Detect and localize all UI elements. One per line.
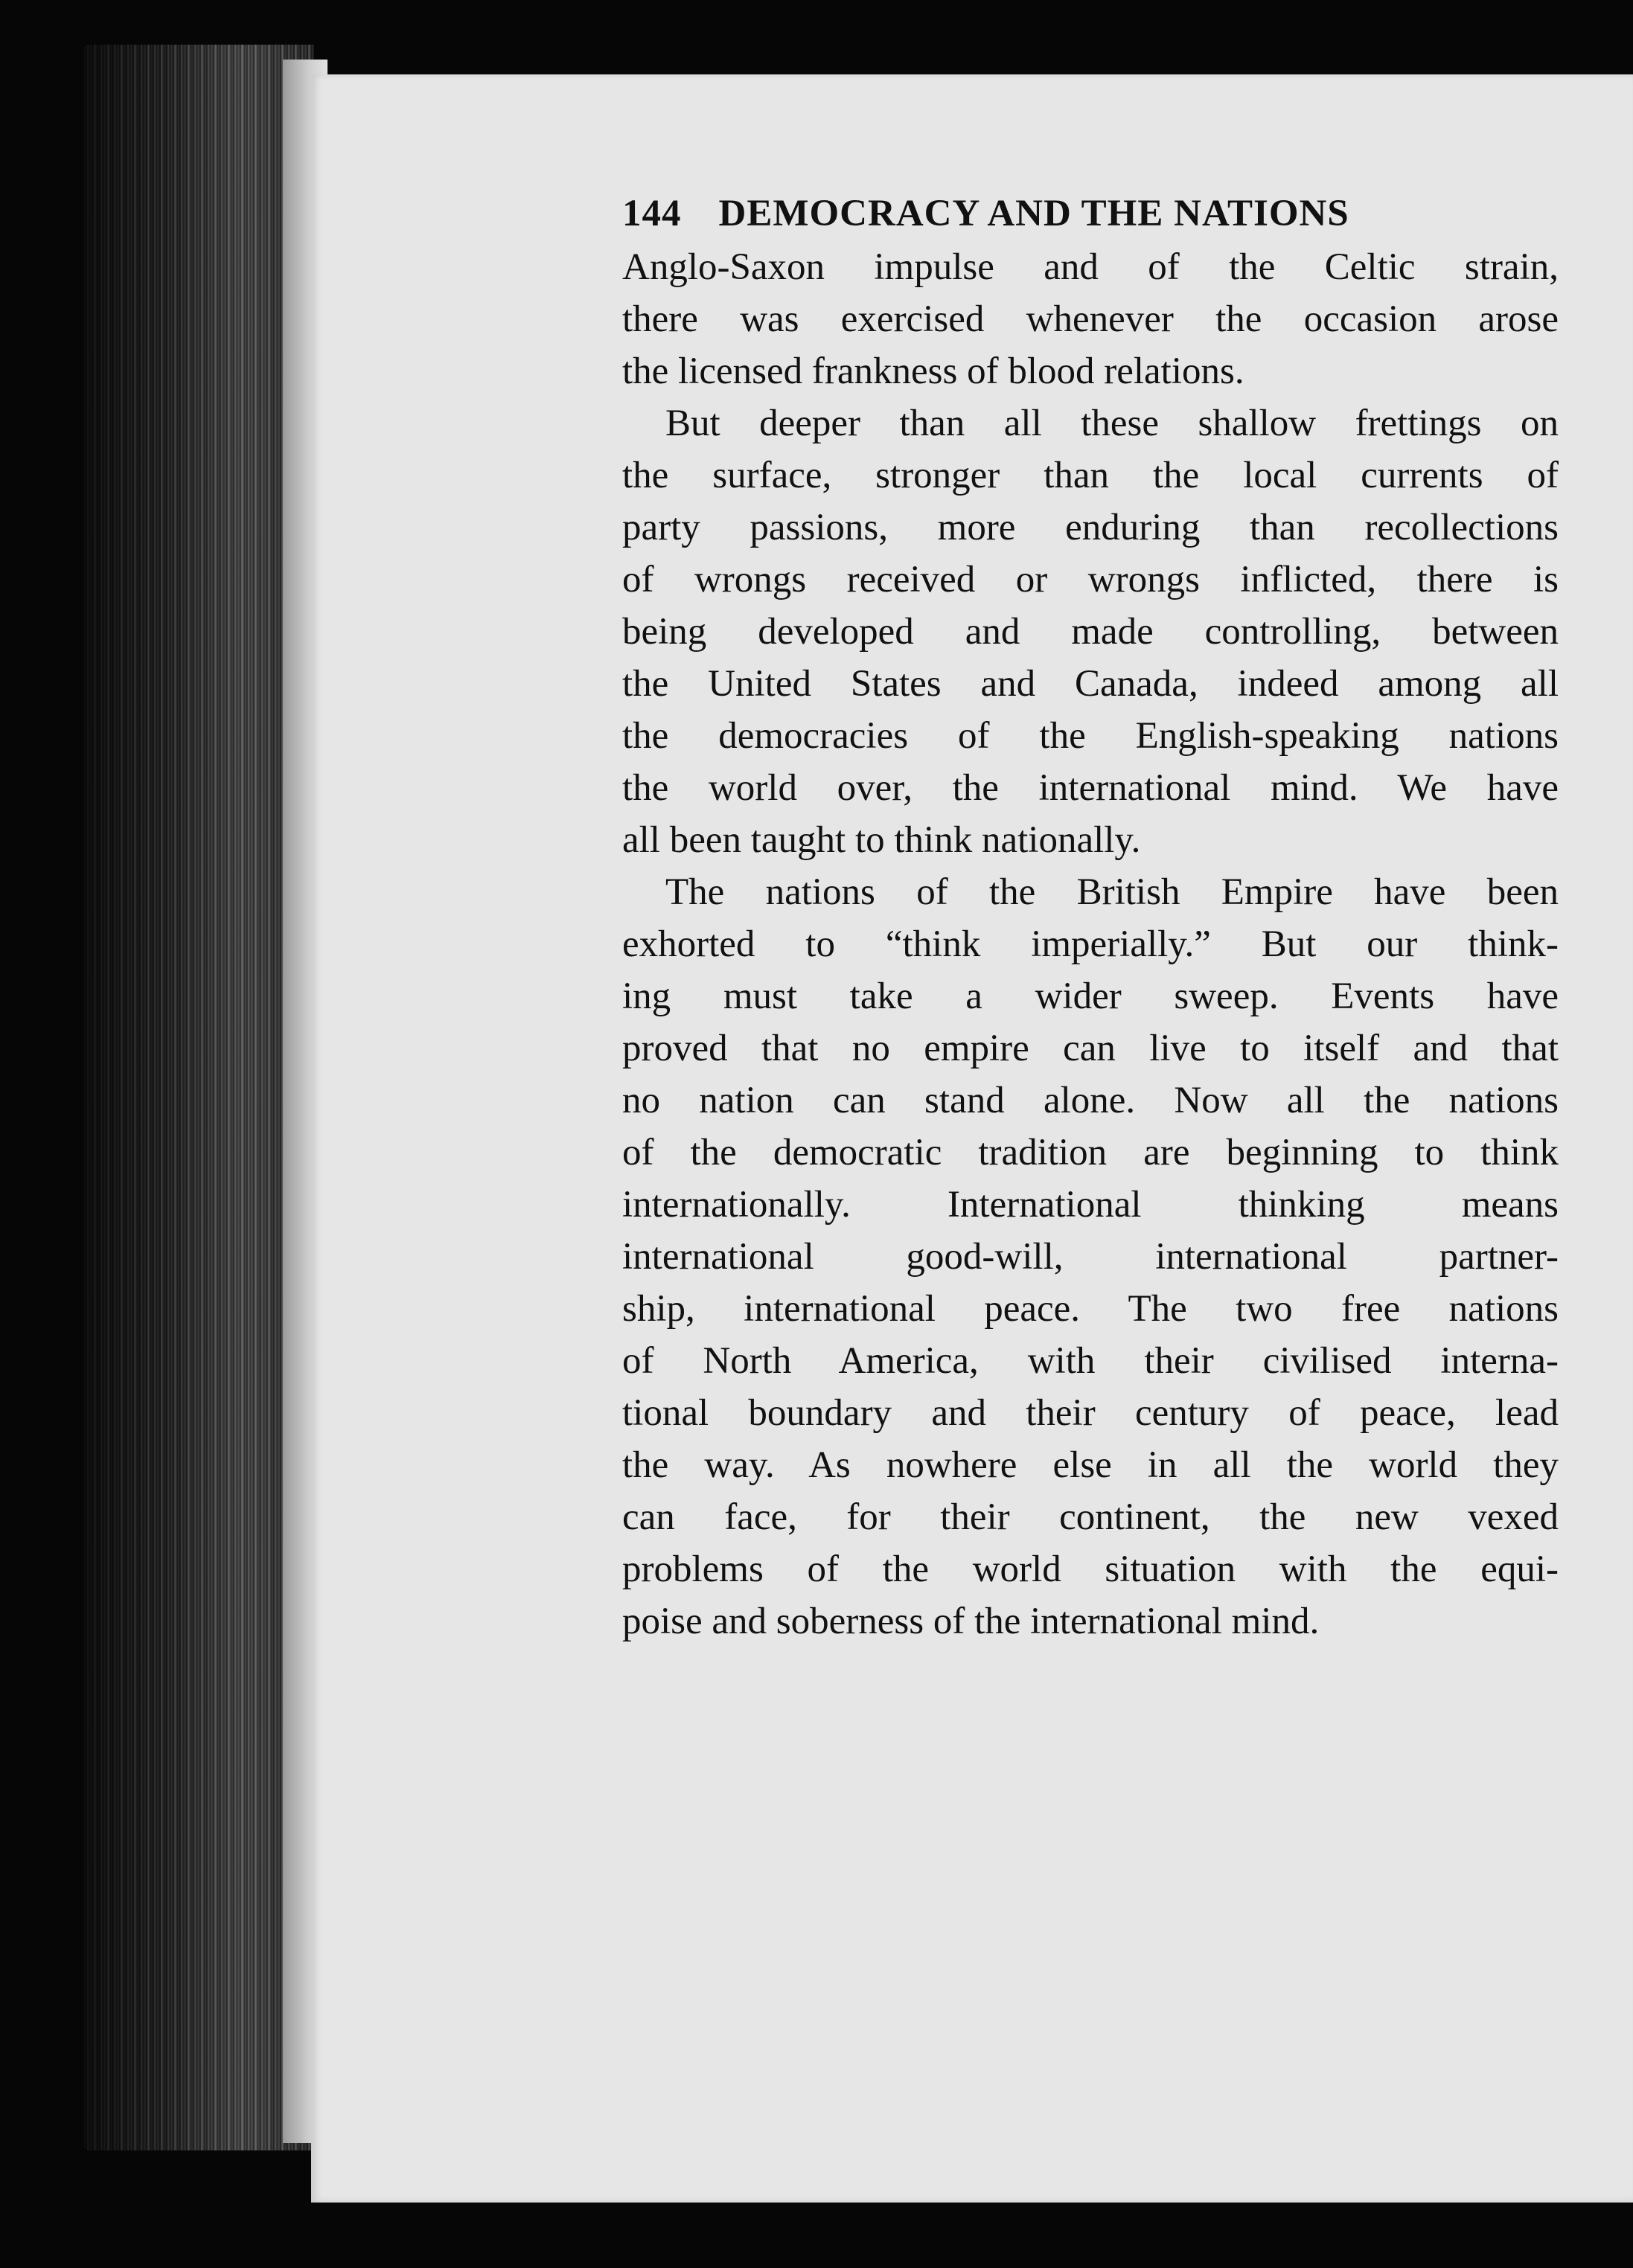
text-line: the democracies of the English-speaking nations	[622, 715, 1559, 757]
text-line: proved that no empire can live to itself and that	[622, 1028, 1559, 1069]
text-line: the way. As nowhere else in all the world they	[622, 1444, 1559, 1486]
paragraph-3	[622, 866, 1559, 1647]
text-line: party passions, more enduring than recollections	[622, 507, 1559, 548]
text-line: internationally. International thinking means	[622, 1184, 1559, 1226]
text-line: the licensed frankness of blood relations.	[622, 350, 1244, 392]
paragraph-2	[622, 397, 1559, 866]
text-line: ship, international peace. The two free nations	[622, 1288, 1559, 1330]
text-line: problems of the world situation with the equi-	[622, 1548, 1559, 1590]
text-line: exhorted to “think imperially.” But our think-	[622, 923, 1559, 965]
text-line: tional boundary and their century of peace, lead	[622, 1392, 1559, 1434]
text-line: Anglo-Saxon impulse and of the Celtic strain,	[622, 246, 1559, 288]
text-line: But deeper than all these shallow frettings on	[665, 403, 1559, 444]
text-line: poise and soberness of the international mind.	[622, 1601, 1320, 1642]
text-line: the surface, stronger than the local currents of	[622, 455, 1559, 496]
text-line: can face, for their continent, the new vexed	[622, 1496, 1559, 1538]
text-line: being developed and made controlling, between	[622, 611, 1559, 653]
text-line: all been taught to think nationally.	[622, 819, 1141, 861]
text-line: of wrongs received or wrongs inflicted, there is	[622, 559, 1559, 600]
text-line: of North America, with their civilised interna-	[622, 1340, 1559, 1382]
running-head	[622, 186, 1559, 241]
running-title: DEMOCRACY AND THE NATIONS	[718, 193, 1349, 234]
page-number: 144	[622, 193, 682, 234]
paragraph-1	[622, 241, 1559, 397]
text-line: international good-will, international partner-	[622, 1236, 1559, 1278]
text-line: ing must take a wider sweep. Events have	[622, 976, 1559, 1017]
text-line: The nations of the British Empire have been	[665, 871, 1559, 913]
text-line: no nation can stand alone. Now all the nations	[622, 1080, 1559, 1121]
book-page-edges	[83, 45, 314, 2150]
text-line: there was exercised whenever the occasion arose	[622, 298, 1559, 340]
text-line: of the democratic tradition are beginning to think	[622, 1132, 1559, 1173]
text-line: the United States and Canada, indeed among all	[622, 663, 1559, 705]
page-text-block	[622, 186, 1559, 1647]
text-line: the world over, the international mind. We have	[622, 767, 1559, 809]
